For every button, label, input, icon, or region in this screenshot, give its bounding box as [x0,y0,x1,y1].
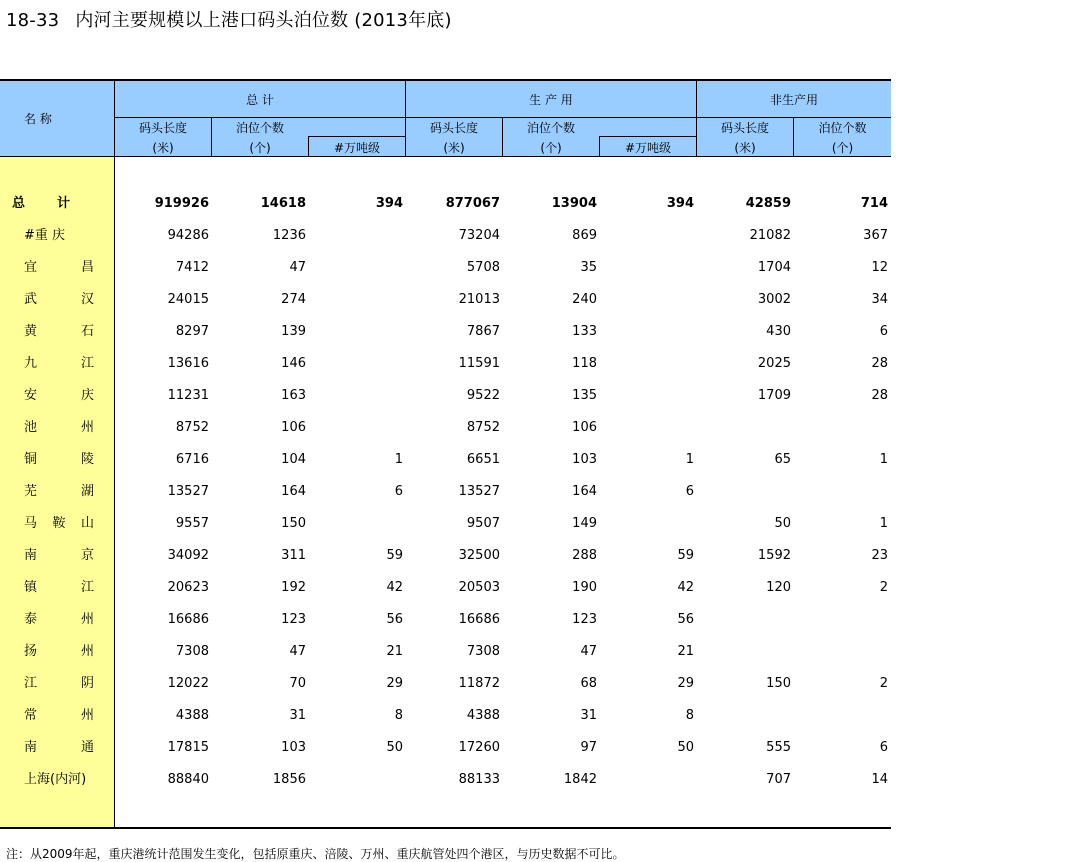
table-row [0,572,891,604]
row-name: 马鞍山 [24,516,94,531]
table-cell: 163 [281,388,306,403]
header-sub-rule [599,136,696,137]
table-cell: 135 [572,388,597,403]
table-cell: 164 [281,484,306,499]
table-cell: 1856 [272,772,306,787]
table-cell [307,220,403,252]
row-name: 安 庆 [24,388,94,403]
table-cell: 29 [677,676,694,691]
table-cell: 1 [879,452,888,467]
table-cell [307,764,403,796]
table-cell: 120 [766,580,791,595]
table-row [0,508,891,540]
table-cell: 9522 [466,388,500,403]
table-cell: 2 [879,676,888,691]
table-cell: 9557 [175,516,209,531]
table-cell [307,284,403,316]
table-cell [598,220,694,252]
table-cell: 17815 [167,740,209,755]
table-cell: 31 [289,708,306,723]
header-production: 生 产 用 [529,92,573,107]
table-cell: 4388 [175,708,209,723]
table-cell: 139 [281,324,306,339]
table-row [0,668,891,700]
header-unit-count: (个) [540,140,562,155]
table-cell: 8752 [466,420,500,435]
bottom-rule [0,827,891,829]
table-cell [598,252,694,284]
table-cell: 68 [580,676,597,691]
table-cell: 21013 [458,292,500,307]
header-name: 名 称 [24,112,52,126]
table-number: 18-33 [6,10,60,31]
table-cell: 6 [879,740,888,755]
header-sub-rule [308,136,405,137]
table-cell: 274 [281,292,306,307]
table-cell [792,700,888,732]
table-cell [598,764,694,796]
table-cell: 17260 [458,740,500,755]
table-cell: 50 [677,740,694,755]
header-berths: 泊位个数 [526,121,575,135]
row-name: 上海(内河) [24,772,87,787]
header-unit-m: (米) [443,140,465,155]
table-row [0,700,891,732]
table-cell [695,412,791,444]
table-cell: 103 [572,452,597,467]
table-cell [695,476,791,508]
table-cell: 1 [879,516,888,531]
table-row [0,540,891,572]
table-cell: 12 [871,260,888,275]
table-cell: 59 [677,548,694,563]
table-cell: 106 [572,420,597,435]
row-name: #重 庆 [24,228,66,243]
table-row [0,188,891,220]
header-wan-ton: #万吨级 [624,140,672,155]
row-name: 镇 江 [24,580,94,595]
page-title [6,6,452,32]
table-cell: 65 [774,452,791,467]
table-cell: 21 [386,644,403,659]
table-cell: 88133 [458,772,500,787]
table-cell: 50 [774,516,791,531]
table-cell: 6716 [175,452,209,467]
table-cell: 394 [375,196,403,211]
table-title: 内河主要规模以上港口码头泊位数 (2013年底) [75,10,452,31]
table-cell: 32500 [458,548,500,563]
table-cell: 6651 [466,452,500,467]
table-row [0,604,891,636]
table-cell: 919926 [154,196,209,211]
header-wharf-length: 码头长度 [429,121,478,135]
table-row [0,348,891,380]
table-cell: 8752 [175,420,209,435]
table-cell [695,700,791,732]
table-cell: 7412 [175,260,209,275]
table-cell: 73204 [458,228,500,243]
table-cell [307,252,403,284]
header-bottom-rule [0,156,891,157]
table-cell: 20623 [167,580,209,595]
table-cell: 7867 [466,324,500,339]
table-cell: 1 [685,452,694,467]
row-name: 宜 昌 [24,260,94,275]
table-cell: 1704 [757,260,791,275]
row-name: 九 江 [24,356,94,371]
table-cell: 394 [666,196,694,211]
header-nonproduction: 非生产用 [769,92,818,107]
table-cell: 94286 [167,228,209,243]
table-cell: 20503 [458,580,500,595]
table-cell [307,508,403,540]
row-name: 芜 湖 [24,484,94,499]
table-cell: 103 [281,740,306,755]
table-cell: 288 [572,548,597,563]
row-name: 池 州 [24,420,94,435]
table-row [0,476,891,508]
header-unit-count: (个) [831,140,854,155]
table-cell: 430 [766,324,791,339]
row-name: 铜 陵 [24,452,94,467]
row-name: 南 京 [24,548,94,563]
header-total: 总 计 [246,92,274,107]
header-berths: 泊位个数 [818,121,867,135]
table-cell: 11591 [458,356,500,371]
table-cell: 192 [281,580,306,595]
table-cell: 8 [685,708,694,723]
table-cell: 24015 [167,292,209,307]
table-cell: 8297 [175,324,209,339]
table-cell: 6 [394,484,403,499]
table-cell [598,508,694,540]
table-cell [695,604,791,636]
table-cell: 59 [386,548,403,563]
table-cell: 31 [580,708,597,723]
table-row [0,220,891,252]
header-wharf-length: 码头长度 [138,121,187,135]
table-cell: 555 [766,740,791,755]
row-name: 江 阴 [24,676,94,691]
table-cell: 28 [871,356,888,371]
row-name: 黄 石 [24,324,94,339]
table-cell: 4388 [466,708,500,723]
table-cell: 123 [281,612,306,627]
table-cell: 3002 [757,292,791,307]
table-cell: 13527 [458,484,500,499]
table-cell: 1592 [757,548,791,563]
table-cell: 29 [386,676,403,691]
row-name: 南 通 [24,740,94,755]
table-cell: 2025 [757,356,791,371]
table-row [0,636,891,668]
header-wan-ton: #万吨级 [333,140,381,155]
footnote: 注：从2009年起，重庆港统计范围发生变化，包括原重庆、涪陵、万州、重庆航管处四个港区，与历史数据不可比。 [6,847,625,861]
table-cell: 190 [572,580,597,595]
table-cell: 21082 [749,228,791,243]
table-row [0,412,891,444]
table-row [0,764,891,796]
table-cell: 42859 [745,196,791,211]
table-cell: 34092 [167,548,209,563]
table-cell: 146 [281,356,306,371]
table-cell: 47 [289,260,306,275]
table-cell [307,316,403,348]
table-cell: 149 [572,516,597,531]
table-cell [598,380,694,412]
table-cell: 88840 [167,772,209,787]
table-cell: 367 [863,228,888,243]
table-cell [598,316,694,348]
table-cell: 7308 [175,644,209,659]
table-cell: 6 [685,484,694,499]
table-cell [792,476,888,508]
header-wharf-length: 码头长度 [720,121,769,135]
table-cell: 133 [572,324,597,339]
table-cell: 14618 [260,196,306,211]
table-cell: 123 [572,612,597,627]
table-cell: 311 [281,548,306,563]
table-row [0,252,891,284]
table-cell: 1709 [757,388,791,403]
table-cell: 42 [386,580,403,595]
table-cell: 9507 [466,516,500,531]
table-cell [598,284,694,316]
table-cell: 35 [580,260,597,275]
table-cell: 16686 [167,612,209,627]
table-cell: 50 [386,740,403,755]
header-unit-m: (米) [734,140,756,155]
table-cell: 21 [677,644,694,659]
table-cell: 23 [871,548,888,563]
table-cell: 106 [281,420,306,435]
table-cell: 8 [394,708,403,723]
table-cell: 70 [289,676,306,691]
table-cell [598,412,694,444]
table-cell [307,412,403,444]
table-cell: 7308 [466,644,500,659]
table-cell: 164 [572,484,597,499]
table-cell: 47 [289,644,306,659]
table-cell: 13527 [167,484,209,499]
table-cell: 707 [766,772,791,787]
table-row [0,316,891,348]
table-cell: 11872 [458,676,500,691]
table-cell [792,604,888,636]
table-cell: 56 [677,612,694,627]
table-cell: 28 [871,388,888,403]
table-cell: 104 [281,452,306,467]
table-cell [792,636,888,668]
table-cell: 714 [860,196,888,211]
table-cell: 34 [871,292,888,307]
table-row [0,732,891,764]
header-unit-count: (个) [249,140,271,155]
table-cell: 5708 [466,260,500,275]
table-cell: 150 [281,516,306,531]
table-cell [695,636,791,668]
table-cell: 16686 [458,612,500,627]
table-row [0,380,891,412]
table-cell: 1236 [272,228,306,243]
row-name: 常 州 [24,708,94,723]
table-cell: 97 [580,740,597,755]
row-name: 总 计 [12,196,70,211]
row-name: 泰 州 [24,612,94,627]
table-cell: 13616 [167,356,209,371]
table-cell: 118 [572,356,597,371]
table-cell: 6 [879,324,888,339]
table-cell [307,348,403,380]
table-cell: 150 [766,676,791,691]
table-cell: 869 [572,228,597,243]
table-cell [792,412,888,444]
table-cell: 42 [677,580,694,595]
header-berths: 泊位个数 [235,121,284,135]
table-row [0,444,891,476]
row-name: 扬 州 [24,644,94,659]
table-cell: 240 [572,292,597,307]
table-cell [598,348,694,380]
table-cell [307,380,403,412]
table-cell: 2 [879,580,888,595]
table-cell: 13904 [551,196,597,211]
table-cell: 1842 [563,772,597,787]
table-cell: 14 [871,772,888,787]
table-cell: 56 [386,612,403,627]
table-row [0,284,891,316]
header-unit-m: (米) [152,140,174,155]
table-cell: 11231 [167,388,209,403]
row-name: 武 汉 [24,292,94,307]
table-cell: 877067 [445,196,500,211]
table-cell: 1 [394,452,403,467]
table-cell: 12022 [167,676,209,691]
table-cell: 47 [580,644,597,659]
